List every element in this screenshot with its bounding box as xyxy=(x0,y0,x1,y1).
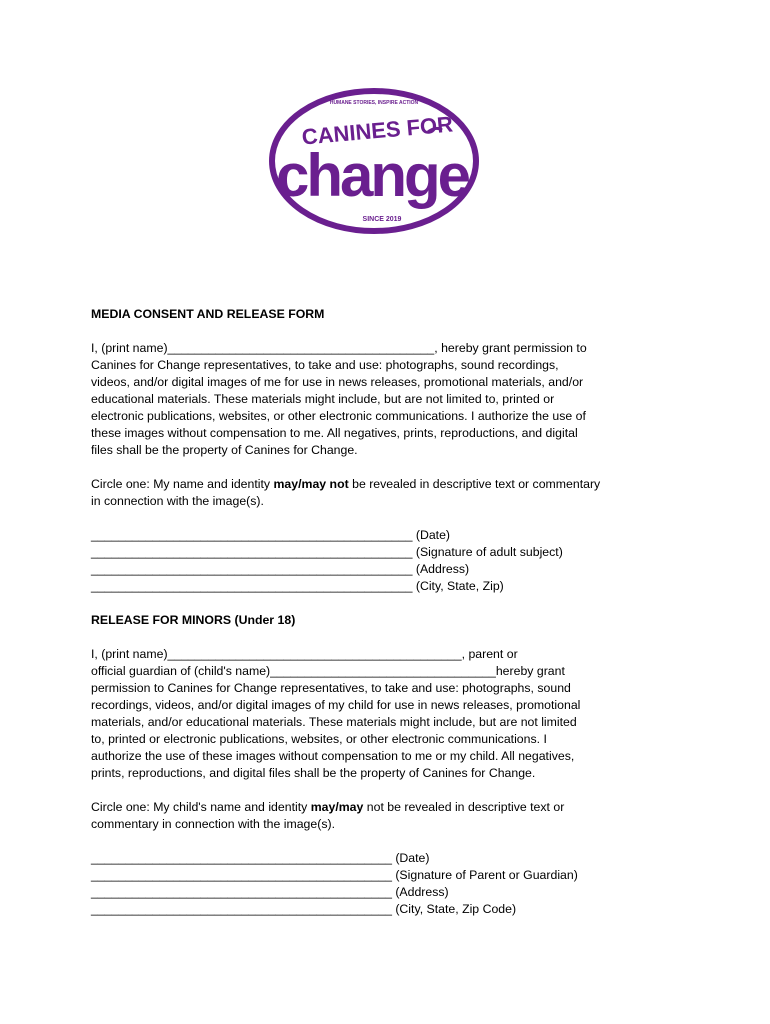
minors-para-line: I, (print name)___________________________________________, parent or xyxy=(91,647,518,661)
minors-circle-line1 xyxy=(91,799,631,816)
minors-para-line: official guardian of (child's name)_________________________________hereby grant xyxy=(91,664,565,678)
minors-date-field[interactable]: ____________________________________________ (Date) xyxy=(91,851,430,865)
logo-line1: CANINES FOR xyxy=(300,111,454,150)
minors-circle-one xyxy=(91,799,631,833)
minors-para-line: permission to Canines for Change representatives, to take and use: photographs, sound xyxy=(91,681,571,695)
minors-para-line: recordings, videos, and/or digital images of my child for use in news releases, promotional xyxy=(91,698,581,712)
adult-circle-options[interactable]: may/may not xyxy=(273,477,349,491)
adult-para-line: videos, and/or digital images of me for use in news releases, promotional materials, and/or xyxy=(91,375,584,389)
adult-signature-block xyxy=(91,527,631,595)
minors-circle-suffix: not be revealed in descriptive text or xyxy=(363,800,565,814)
adult-circle-line2: in connection with the image(s). xyxy=(91,494,264,508)
minors-address-field[interactable]: ____________________________________________ (Address) xyxy=(91,885,449,899)
adult-para-line: educational materials. These materials might include, but are not limited to, printed or xyxy=(91,392,555,406)
adult-para-line: these images without compensation to me. All negatives, prints, reproductions, and digital xyxy=(91,426,578,440)
minors-consent-paragraph xyxy=(91,646,631,782)
adult-signature-field[interactable]: _______________________________________________ (Signature of adult subject) xyxy=(91,545,563,559)
logo-top-text: HUMANE STORIES, INSPIRE ACTION xyxy=(329,100,419,106)
minors-form-heading: RELEASE FOR MINORS (Under 18) xyxy=(91,613,296,627)
minors-para-line: materials, and/or educational materials. These materials might include, but are not limited xyxy=(91,715,577,729)
minors-circle-prefix: Circle one: My child's name and identity xyxy=(91,800,311,814)
minors-para-line: authorize the use of these images without compensation to me or my child. All negatives, xyxy=(91,749,575,763)
adult-para-line: I, (print name)_______________________________________, hereby grant permission to xyxy=(91,341,587,355)
adult-form-heading: MEDIA CONSENT AND RELEASE FORM xyxy=(91,307,325,321)
form-content xyxy=(91,306,631,918)
minors-circle-options[interactable]: may/may xyxy=(310,800,364,814)
adult-para-line: Canines for Change representatives, to take and use: photographs, sound recordings, xyxy=(91,358,559,372)
adult-circle-one xyxy=(91,476,631,510)
minors-signature-field[interactable]: ____________________________________________ (Signature of Parent or Guardian) xyxy=(91,868,578,882)
adult-para-line: files shall be the property of Canines for Change. xyxy=(91,443,358,457)
adult-date-field[interactable]: _______________________________________________ (Date) xyxy=(91,528,451,542)
minors-circle-line2: commentary in connection with the image(s). xyxy=(91,817,335,831)
adult-circle-line1 xyxy=(91,476,631,493)
adult-address-field[interactable]: _______________________________________________ (Address) xyxy=(91,562,470,576)
logo-line2: change xyxy=(275,142,469,209)
minors-city-state-zip-field[interactable]: ____________________________________________ (City, State, Zip Code) xyxy=(91,902,517,916)
minors-para-line: to, printed or electronic publications, websites, or other electronic communications. I xyxy=(91,732,547,746)
canines-for-change-logo xyxy=(268,86,480,236)
adult-city-state-zip-field[interactable]: _______________________________________________ (City, State, Zip) xyxy=(91,579,504,593)
adult-circle-prefix: Circle one: My name and identity xyxy=(91,477,274,491)
minors-para-line: prints, reproductions, and digital files shall be the property of Canines for Change. xyxy=(91,766,536,780)
adult-consent-paragraph xyxy=(91,340,631,459)
logo-bottom-text: SINCE 2019 xyxy=(362,216,402,223)
adult-circle-suffix: be revealed in descriptive text or commentary xyxy=(348,477,601,491)
minors-signature-block xyxy=(91,850,631,918)
adult-para-line: electronic publications, websites, or other electronic communications. I authorize the use of xyxy=(91,409,586,423)
